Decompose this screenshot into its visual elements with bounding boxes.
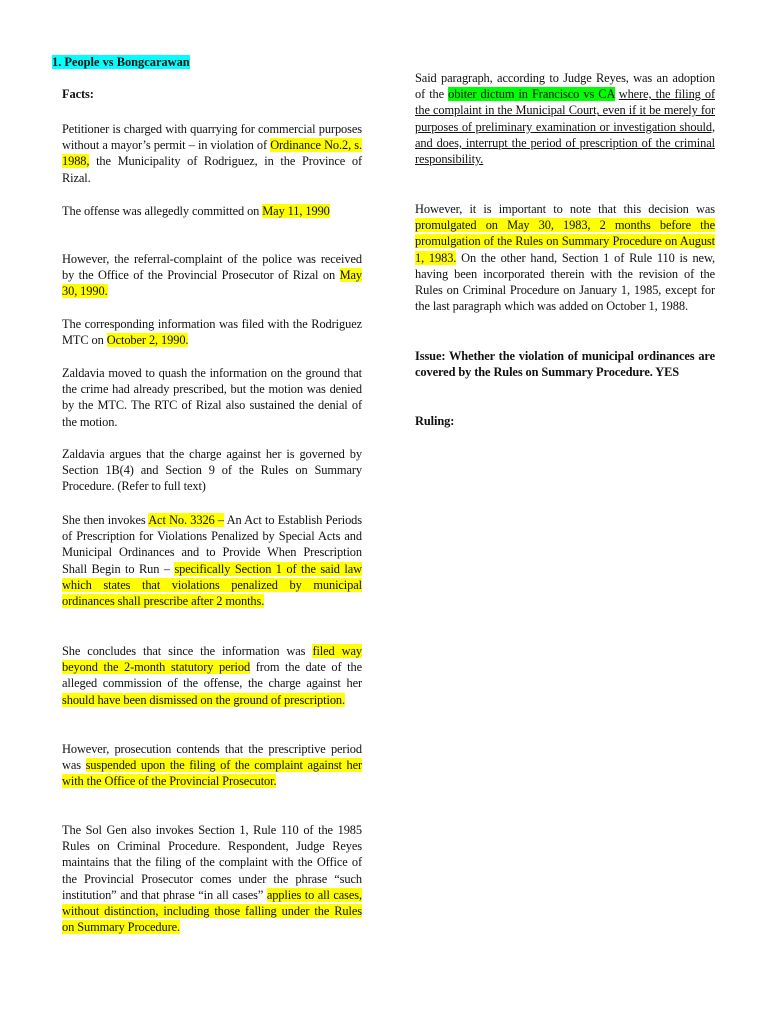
facts-paragraph-1 xyxy=(62,121,362,186)
highlight-obiter-dictum: obiter dictum in Francisco vs CA xyxy=(448,87,615,102)
text-run: The Sol Gen also invokes Section 1, Rule 110 of the 1985 Rules on Criminal Procedure. Respondent, Judge Reyes maintains that the filing of the complaint with the Office of the Provincial Prosecutor comes under the phrase “such institution” and that phrase “in all cases” xyxy=(62,823,362,902)
facts-paragraph-5: Zaldavia moved to quash the information on the ground that the crime had already prescribed, but the motion was denied by the MTC. The RTC of Rizal also sustained the denial of the motion. xyxy=(62,366,362,429)
facts-paragraph-9 xyxy=(62,741,362,790)
highlight-referral-date: May 30, 1990. xyxy=(62,268,362,299)
facts-paragraph-10 xyxy=(62,822,362,935)
text-run: However, prosecution contends that the prescriptive period was xyxy=(62,742,362,773)
ruling-heading: Ruling: xyxy=(415,414,455,428)
text-run: The corresponding information was filed with the Rodriguez MTC on xyxy=(62,317,362,348)
text-run: However, it is important to note that this decision was xyxy=(415,202,715,216)
highlight-act-number: Act No. 3326 – xyxy=(148,513,225,527)
highlight-filing-date: October 2, 1990. xyxy=(106,333,189,348)
text-run: She concludes that since the information was xyxy=(62,644,313,658)
facts-paragraph-6: Zaldavia argues that the charge against her is governed by Section 1B(4) and Section 9 of the Rules on Summary Procedure. (Refer to full text) xyxy=(62,447,362,494)
highlight-offense-date: May 11, 1990 xyxy=(262,204,330,218)
text-run: An Act to Establish Periods of Prescription for Violations Penalized by Special Acts and Municipal Ordinances and to Provide When Prescription Shall Begin to Run – xyxy=(62,513,362,576)
highlight-all-cases: applies to all cases, without distinction, including those falling under the Rules on Summary Procedure. xyxy=(62,887,362,935)
case-title xyxy=(52,54,190,70)
facts-paragraph-4 xyxy=(62,316,362,348)
right-paragraph-1 xyxy=(415,70,715,167)
facts-heading: Facts: xyxy=(62,87,94,101)
text-run: the Municipality of Rodriguez, in the Province of Rizal. xyxy=(62,154,362,185)
text-run: She then invokes xyxy=(62,513,149,527)
highlight-suspension: suspended upon the filing of the complaint against her with the Office of the Provincial Prosecutor. xyxy=(62,758,362,789)
right-paragraph-2 xyxy=(415,201,715,314)
highlight-dismissal: should have been dismissed on the ground of prescription. xyxy=(62,692,346,707)
facts-paragraph-7 xyxy=(62,512,362,609)
text-run: However, the referral-complaint of the police was received by the Office of the Provincial Prosecutor of Rizal on xyxy=(62,252,362,283)
highlight-statutory-period: filed way beyond the 2-month statutory period xyxy=(62,644,363,675)
case-title-text: 1. People vs Bongcarawan xyxy=(52,55,190,69)
highlight-promulgation: promulgated on May 30, 1983, 2 months before the promulgation of the Rules on Summary Procedure on August 1, 1983. xyxy=(415,218,715,265)
text-run: The offense was allegedly committed on xyxy=(62,204,263,218)
text-run: On the other hand, Section 1 of Rule 110 is new, having been incorporated therein with the revision of the Rules on Criminal Procedure on January 1, 1985, except for the last paragraph which was added on October 1, 1988. xyxy=(415,250,715,314)
text-run: from the date of the alleged commission of the offense, the charge against her xyxy=(62,660,362,691)
facts-paragraph-2 xyxy=(62,203,362,219)
issue-paragraph: Issue: Whether the violation of municipal ordinances are covered by the Rules on Summary Procedure. YES xyxy=(415,349,715,380)
facts-paragraph-3 xyxy=(62,251,362,300)
text-run: Said paragraph, according to Judge Reyes, was an adoption of the xyxy=(415,71,715,102)
highlight-section-1: specifically Section 1 of the said law which states that violations penalized by municipal ordinances shall prescribe after 2 months. xyxy=(62,561,362,609)
underlined-quote: where, the filing of the complaint in the Municipal Court, even if it be merely for purposes of preliminary examination or investigation should, and does, interrupt the period of prescription of the criminal responsibility. xyxy=(415,87,715,167)
facts-paragraph-8 xyxy=(62,643,362,708)
highlight-ordinance: Ordinance No.2, s. 1988, xyxy=(62,138,362,169)
text-run: Petitioner is charged with quarrying for commercial purposes without a mayor’s permit – in violation of xyxy=(62,122,362,153)
